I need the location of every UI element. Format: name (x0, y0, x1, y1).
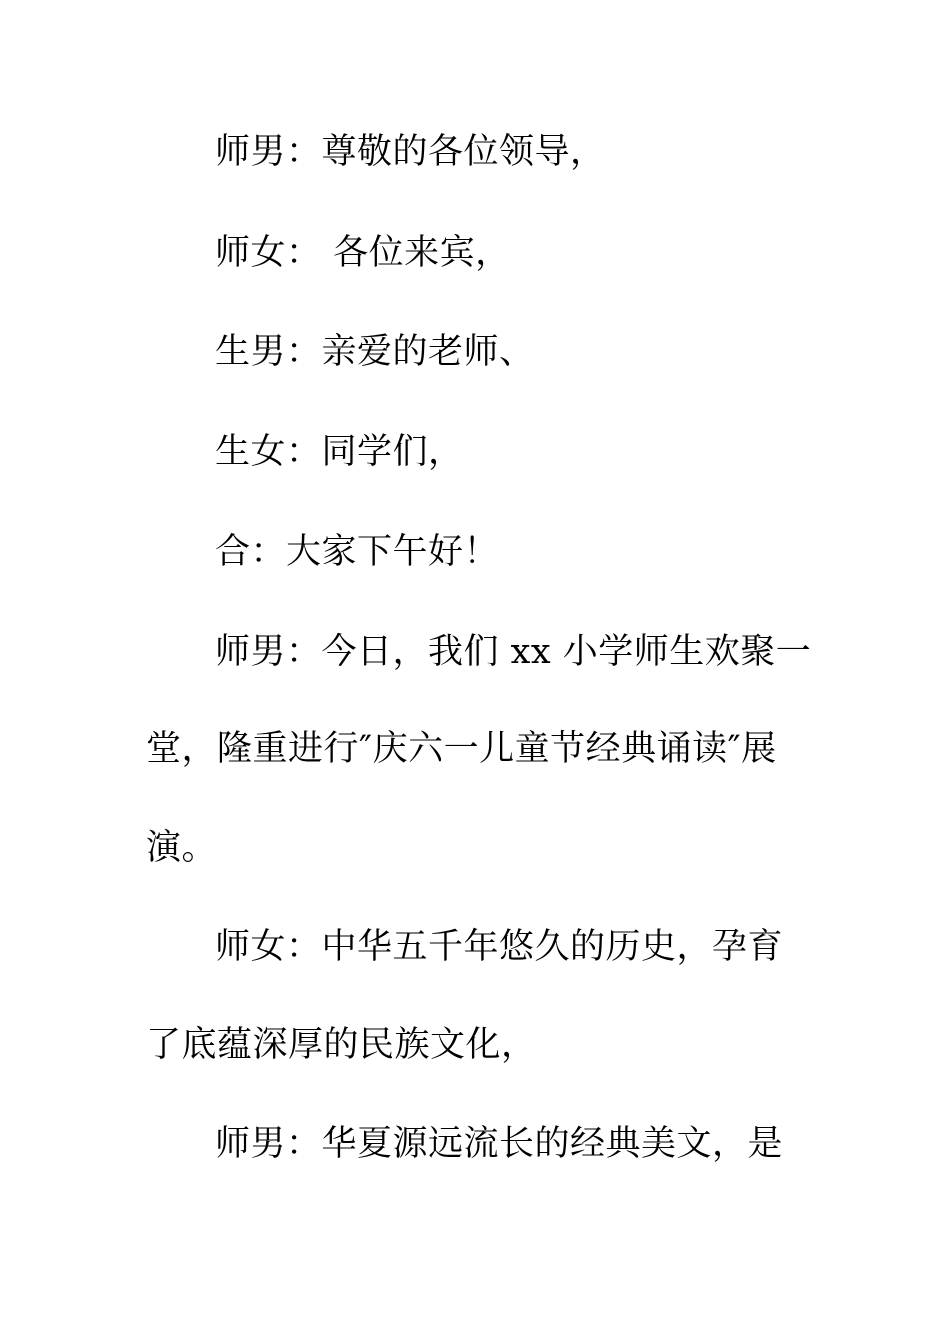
script-line-teacher-female-1: 师女： 各位来宾， (215, 233, 511, 273)
script-line-teacher-female-2: 师女：中华五千年悠久的历史，孕育 (215, 927, 784, 967)
script-line-teacher-male-2: 师男：今日，我们 xx 小学师生欢聚一 (215, 632, 812, 672)
script-line-teacher-male-1: 师男：尊敬的各位领导， (215, 132, 606, 172)
script-line-teacher-female-2-cont: 了底蕴深厚的民族文化， (146, 1025, 537, 1065)
script-line-student-male-1: 生男：亲爱的老师、 (215, 332, 535, 372)
script-line-teacher-male-2-cont2: 演。 (146, 828, 218, 868)
script-line-teacher-male-3: 师男：华夏源远流长的经典美文，是 (215, 1124, 784, 1164)
script-line-teacher-male-2-cont: 堂，隆重进行″庆六一儿童节经典诵读″展 (146, 729, 777, 769)
script-line-together-1: 合：大家下午好！ (215, 532, 500, 572)
script-line-student-female-1: 生女：同学们， (215, 432, 464, 472)
